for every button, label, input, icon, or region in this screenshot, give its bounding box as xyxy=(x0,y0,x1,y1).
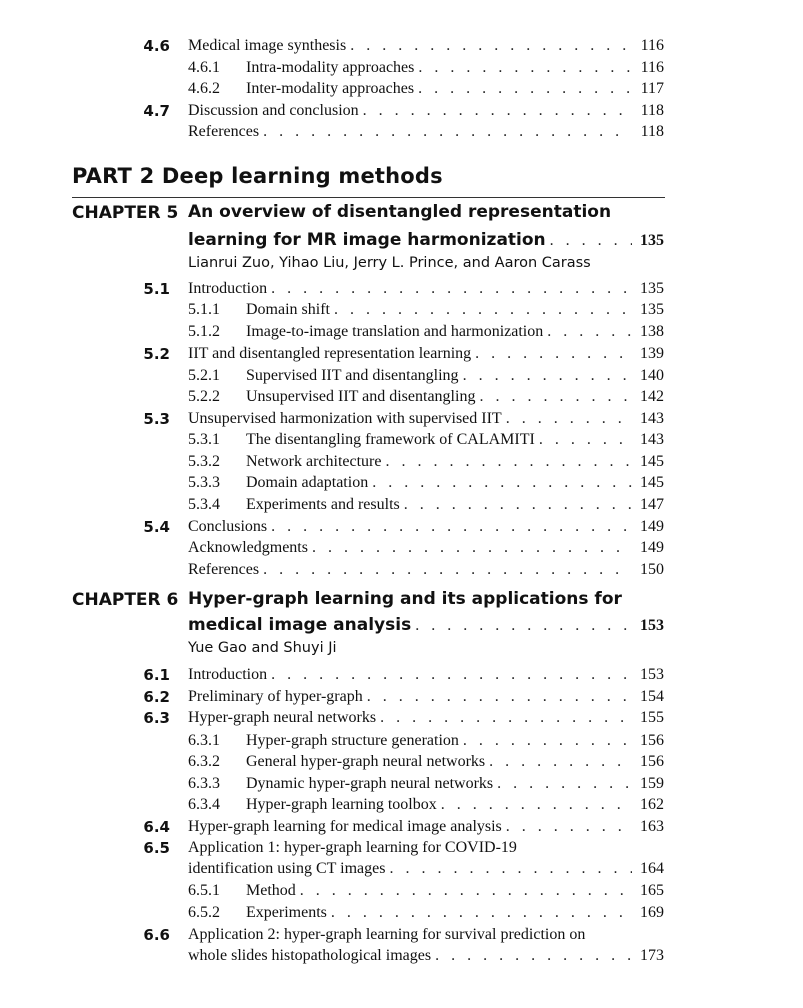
toc-entry[interactable] xyxy=(188,795,664,815)
chapter-label: CHAPTER 6 xyxy=(72,590,179,610)
subsection-number: 5.3.2 xyxy=(188,453,220,470)
toc-entry[interactable] xyxy=(188,708,664,728)
page-number: 143 xyxy=(640,431,664,448)
page-number: 154 xyxy=(640,688,664,705)
toc-entry[interactable] xyxy=(188,452,664,472)
page-number: 116 xyxy=(640,37,664,54)
chapter-authors: Yue Gao and Shuyi Ji xyxy=(188,640,337,656)
subsection-number: 4.6.1 xyxy=(188,59,220,76)
page-number: 169 xyxy=(640,904,664,921)
toc-entry[interactable] xyxy=(188,344,664,364)
toc-entry[interactable] xyxy=(188,817,664,837)
toc-entry[interactable] xyxy=(188,122,664,142)
page-number: 163 xyxy=(640,818,664,835)
page-number: 156 xyxy=(640,732,664,749)
section-number: 6.3 xyxy=(143,709,170,727)
entry-title: Introduction xyxy=(188,666,268,683)
page-number: 156 xyxy=(640,753,664,770)
subsection-number: 6.3.1 xyxy=(188,732,220,749)
subsection-number: 6.3.4 xyxy=(188,796,220,813)
section-number: 6.6 xyxy=(143,926,170,944)
toc-entry[interactable] xyxy=(188,538,664,558)
toc-entry[interactable] xyxy=(188,430,664,450)
entry-title: Experiments xyxy=(246,904,327,921)
toc-entry[interactable] xyxy=(188,58,664,78)
chapter-title-line-1[interactable]: An overview of disentangled representation xyxy=(188,202,612,222)
page-number: 143 xyxy=(640,410,664,427)
page-number: 164 xyxy=(640,860,664,877)
entry-title: Hyper-graph structure generation xyxy=(246,732,459,749)
entry-title: The disentangling framework of CALAMITI xyxy=(246,431,535,448)
toc-entry[interactable] xyxy=(188,752,664,772)
page-number: 140 xyxy=(640,367,664,384)
entry-title: Hyper-graph learning toolbox xyxy=(246,796,437,813)
entry-title-continuation: identification using CT images xyxy=(188,860,386,877)
section-number: 5.4 xyxy=(143,518,170,536)
section-number: 4.7 xyxy=(143,102,170,120)
page-number: 165 xyxy=(640,882,664,899)
toc-entry[interactable] xyxy=(188,366,664,386)
chapter-title-line-2: medical image analysis xyxy=(188,615,412,635)
page-number: 145 xyxy=(640,453,664,470)
section-number: 5.2 xyxy=(143,345,170,363)
subsection-number: 5.2.2 xyxy=(188,388,220,405)
toc-entry[interactable] xyxy=(188,322,664,342)
subsection-number: 6.3.2 xyxy=(188,753,220,770)
entry-title: Unsupervised IIT and disentangling xyxy=(246,388,476,405)
toc-entry[interactable] xyxy=(188,881,664,901)
page-number: 155 xyxy=(640,709,664,726)
page-number: 118 xyxy=(640,123,664,140)
entry-title: Application 1: hyper-graph learning for COVID-19 xyxy=(188,839,517,856)
page-number: 149 xyxy=(640,518,664,535)
entry-title: Medical image synthesis xyxy=(188,37,347,54)
chapter-authors: Lianrui Zuo, Yihao Liu, Jerry L. Prince, and Aaron Carass xyxy=(188,255,591,271)
toc-entry[interactable] xyxy=(188,560,664,580)
entry-title: References xyxy=(188,123,260,140)
subsection-number: 6.3.3 xyxy=(188,775,220,792)
entry-title: Experiments and results xyxy=(246,496,400,513)
toc-entry[interactable] xyxy=(188,279,664,299)
entry-title: Supervised IIT and disentangling xyxy=(246,367,459,384)
chapter-title-entry[interactable] xyxy=(188,228,664,253)
subsection-number: 5.3.4 xyxy=(188,496,220,513)
entry-title: Unsupervised harmonization with supervised IIT xyxy=(188,410,502,427)
subsection-number: 5.1.1 xyxy=(188,301,220,318)
section-number: 5.3 xyxy=(143,410,170,428)
entry-title: Domain adaptation xyxy=(246,474,369,491)
page-number: 153 xyxy=(640,617,664,634)
page-number: 139 xyxy=(640,345,664,362)
subsection-number: 5.2.1 xyxy=(188,367,220,384)
page-number: 162 xyxy=(640,796,664,813)
page-number: 173 xyxy=(640,947,664,964)
toc-entry[interactable] xyxy=(188,495,664,515)
page-number: 135 xyxy=(640,280,664,297)
toc-entry[interactable] xyxy=(188,36,664,56)
entry-title: Discussion and conclusion xyxy=(188,102,359,119)
section-number: 6.1 xyxy=(143,666,170,684)
entry-title: Conclusions xyxy=(188,518,268,535)
entry-title: Acknowledgments xyxy=(188,539,308,556)
entry-title: Method xyxy=(246,882,296,899)
subsection-number: 6.5.1 xyxy=(188,882,220,899)
page-number: 145 xyxy=(640,474,664,491)
entry-title-continuation: whole slides histopathological images xyxy=(188,947,432,964)
chapter-title-line-2: learning for MR image harmonization xyxy=(188,230,546,250)
toc-entry[interactable] xyxy=(188,409,664,429)
entry-title: Intra-modality approaches xyxy=(246,59,415,76)
subsection-number: 5.3.1 xyxy=(188,431,220,448)
chapter-title-line-1[interactable]: Hyper-graph learning and its applications for xyxy=(188,589,622,609)
subsection-number: 4.6.2 xyxy=(188,80,220,97)
page-number: 150 xyxy=(640,561,664,578)
entry-title: Domain shift xyxy=(246,301,330,318)
chapter-label: CHAPTER 5 xyxy=(72,203,179,223)
page-number: 117 xyxy=(640,80,664,97)
toc-entry[interactable] xyxy=(188,387,664,407)
toc-entry[interactable] xyxy=(188,903,664,923)
toc-entry[interactable] xyxy=(188,101,664,121)
entry-title: Application 2: hyper-graph learning for survival prediction on xyxy=(188,926,586,943)
toc-entry[interactable] xyxy=(188,731,664,751)
entry-title: Hyper-graph learning for medical image analysis xyxy=(188,818,502,835)
page-number: 142 xyxy=(640,388,664,405)
section-number: 6.2 xyxy=(143,688,170,706)
page-number: 149 xyxy=(640,539,664,556)
toc-entry[interactable] xyxy=(188,473,664,493)
page-number: 138 xyxy=(640,323,664,340)
entry-title: Preliminary of hyper-graph xyxy=(188,688,363,705)
toc-entry-first-line[interactable] xyxy=(188,925,664,945)
entry-title: IIT and disentangled representation learning xyxy=(188,345,472,362)
toc-entry[interactable] xyxy=(188,665,664,685)
toc-entry[interactable] xyxy=(188,79,664,99)
entry-title: General hyper-graph neural networks xyxy=(246,753,486,770)
chapter-title-entry[interactable] xyxy=(188,613,664,638)
entry-title: Introduction xyxy=(188,280,268,297)
section-number: 4.6 xyxy=(143,37,170,55)
subsection-number: 5.1.2 xyxy=(188,323,220,340)
section-number: 6.4 xyxy=(143,818,170,836)
page-number: 135 xyxy=(640,232,664,249)
toc-entry[interactable] xyxy=(188,859,664,879)
page-number: 159 xyxy=(640,775,664,792)
page-number: 147 xyxy=(640,496,664,513)
entry-title: Image-to-image translation and harmonization xyxy=(246,323,544,340)
part-heading: PART 2 Deep learning methods xyxy=(72,164,443,188)
entry-title: Network architecture xyxy=(246,453,382,470)
entry-title: References xyxy=(188,561,260,578)
toc-entry[interactable] xyxy=(188,300,664,320)
page-number: 116 xyxy=(640,59,664,76)
toc-entry-first-line[interactable] xyxy=(188,838,664,858)
part-rule xyxy=(72,197,665,198)
page-number: 135 xyxy=(640,301,664,318)
entry-title: Inter-modality approaches xyxy=(246,80,415,97)
section-number: 6.5 xyxy=(143,839,170,857)
toc-entry[interactable] xyxy=(188,687,664,707)
toc-entry[interactable] xyxy=(188,517,664,537)
entry-title: Dynamic hyper-graph neural networks xyxy=(246,775,494,792)
subsection-number: 6.5.2 xyxy=(188,904,220,921)
page-number: 118 xyxy=(640,102,664,119)
toc-entry[interactable] xyxy=(188,774,664,794)
toc-entry[interactable] xyxy=(188,946,664,966)
entry-title: Hyper-graph neural networks xyxy=(188,709,377,726)
subsection-number: 5.3.3 xyxy=(188,474,220,491)
section-number: 5.1 xyxy=(143,280,170,298)
page-number: 153 xyxy=(640,666,664,683)
